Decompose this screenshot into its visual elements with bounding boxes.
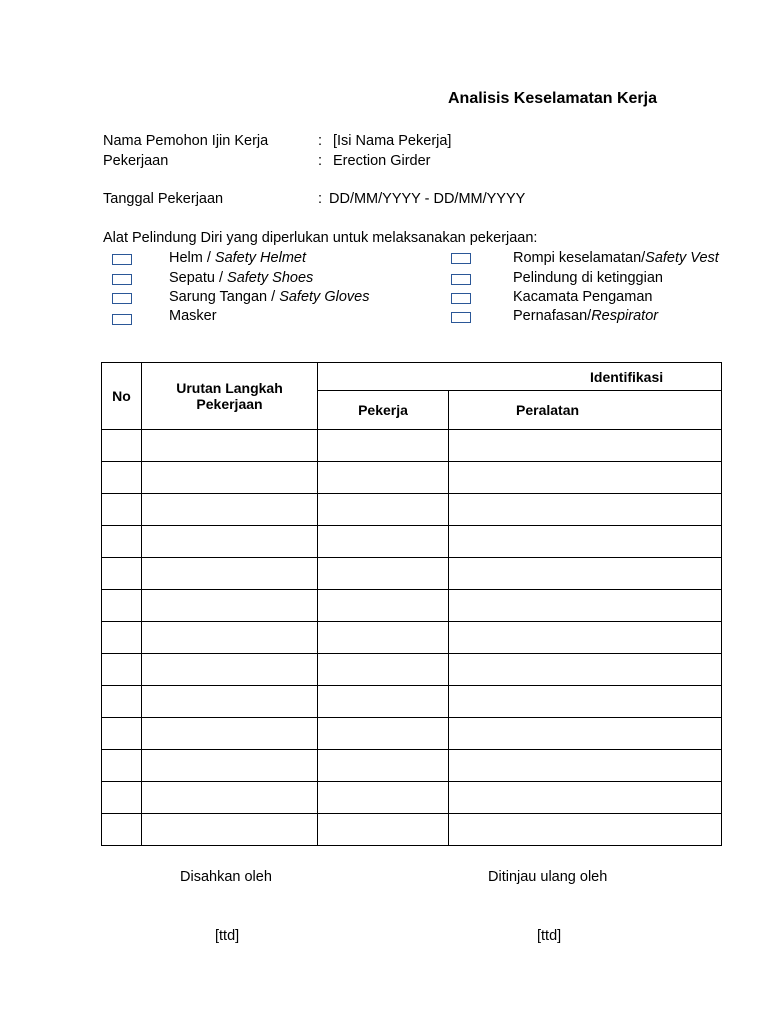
ppe-gloves-label: Sarung Tangan / Safety Gloves <box>169 289 370 305</box>
table-cell[interactable] <box>318 654 449 686</box>
ppe-respirator-label: Pernafasan/Respirator <box>513 308 659 324</box>
table-cell[interactable] <box>102 526 142 558</box>
table-cell[interactable] <box>102 814 142 846</box>
table-cell[interactable] <box>102 558 142 590</box>
ppe-goggles-checkbox[interactable] <box>451 293 471 304</box>
field-sep: : <box>318 133 323 149</box>
table-cell[interactable] <box>318 558 449 590</box>
approved-by-label: Disahkan oleh <box>180 869 272 885</box>
table-cell[interactable] <box>142 814 318 846</box>
table-cell[interactable] <box>142 430 318 462</box>
table-cell[interactable] <box>142 590 318 622</box>
table-cell[interactable] <box>102 654 142 686</box>
table-cell[interactable] <box>102 718 142 750</box>
reviewed-by-label: Ditinjau ulang oleh <box>488 869 608 885</box>
table-cell[interactable] <box>318 814 449 846</box>
header-worker: Pekerja <box>318 391 449 430</box>
header-no: No <box>102 363 142 430</box>
table-cell[interactable] <box>449 718 722 750</box>
table-cell[interactable] <box>449 494 722 526</box>
table-cell[interactable] <box>142 558 318 590</box>
table-cell[interactable] <box>142 750 318 782</box>
table-cell[interactable] <box>142 718 318 750</box>
table-cell[interactable] <box>102 782 142 814</box>
table-cell[interactable] <box>449 590 722 622</box>
table-cell[interactable] <box>449 558 722 590</box>
table-cell[interactable] <box>449 622 722 654</box>
table-cell[interactable] <box>318 750 449 782</box>
table-cell[interactable] <box>102 686 142 718</box>
field-sep: : <box>318 153 323 169</box>
table-cell[interactable] <box>142 462 318 494</box>
table-cell[interactable] <box>142 526 318 558</box>
ppe-helmet-checkbox[interactable] <box>112 254 132 265</box>
ppe-height-protection-label: Pelindung di ketinggian <box>513 270 663 286</box>
ppe-mask-checkbox[interactable] <box>112 314 132 325</box>
table-cell[interactable] <box>102 430 142 462</box>
table-cell[interactable] <box>102 494 142 526</box>
ppe-mask-label: Masker <box>169 308 217 324</box>
header-steps: Urutan Langkah Pekerjaan <box>142 363 318 430</box>
table-cell[interactable] <box>449 654 722 686</box>
ppe-goggles-label: Kacamata Pengaman <box>513 289 653 305</box>
table-cell[interactable] <box>449 686 722 718</box>
field-label-date: Tanggal Pekerjaan <box>103 191 224 207</box>
table-cell[interactable] <box>318 782 449 814</box>
table-cell[interactable] <box>142 622 318 654</box>
ppe-vest-checkbox[interactable] <box>451 253 471 264</box>
table-cell[interactable] <box>142 494 318 526</box>
table-cell[interactable] <box>142 782 318 814</box>
signature-left: [ttd] <box>215 928 240 944</box>
table-cell[interactable] <box>449 814 722 846</box>
field-label-job: Pekerjaan <box>103 153 169 169</box>
table-cell[interactable] <box>318 430 449 462</box>
table-cell[interactable] <box>102 462 142 494</box>
table-cell[interactable] <box>318 718 449 750</box>
jsa-table <box>101 362 722 846</box>
ppe-height-protection-checkbox[interactable] <box>451 274 471 285</box>
field-value-applicant: [Isi Nama Pekerja] <box>333 133 452 149</box>
table-cell[interactable] <box>449 526 722 558</box>
ppe-vest-label: Rompi keselamatan/Safety Vest <box>513 250 719 266</box>
table-cell[interactable] <box>102 622 142 654</box>
table-cell[interactable] <box>318 494 449 526</box>
header-identification: Identifikasi <box>318 363 722 391</box>
document-title: Analisis Keselamatan Kerja <box>448 90 657 107</box>
table-cell[interactable] <box>449 782 722 814</box>
table-cell[interactable] <box>449 462 722 494</box>
field-value-date: DD/MM/YYYY - DD/MM/YYYY <box>329 191 526 207</box>
ppe-gloves-checkbox[interactable] <box>112 293 132 304</box>
table-cell[interactable] <box>142 654 318 686</box>
field-sep: : <box>318 191 323 207</box>
table-cell[interactable] <box>102 590 142 622</box>
table-cell[interactable] <box>318 526 449 558</box>
ppe-respirator-checkbox[interactable] <box>451 312 471 323</box>
field-label-applicant: Nama Pemohon Ijin Kerja <box>103 133 269 149</box>
table-cell[interactable] <box>318 622 449 654</box>
ppe-shoes-checkbox[interactable] <box>112 274 132 285</box>
table-cell[interactable] <box>318 590 449 622</box>
signature-right: [ttd] <box>537 928 562 944</box>
table-cell[interactable] <box>449 750 722 782</box>
field-value-job: Erection Girder <box>333 153 431 169</box>
ppe-helmet-label: Helm / Safety Helmet <box>169 250 306 266</box>
table-cell[interactable] <box>102 750 142 782</box>
ppe-intro: Alat Pelindung Diri yang diperlukan untuk melaksanakan pekerjaan: <box>103 230 538 246</box>
table-cell[interactable] <box>142 686 318 718</box>
ppe-shoes-label: Sepatu / Safety Shoes <box>169 270 314 286</box>
table-cell[interactable] <box>449 430 722 462</box>
header-equipment: Peralatan <box>449 391 722 430</box>
table-cell[interactable] <box>318 686 449 718</box>
table-cell[interactable] <box>318 462 449 494</box>
